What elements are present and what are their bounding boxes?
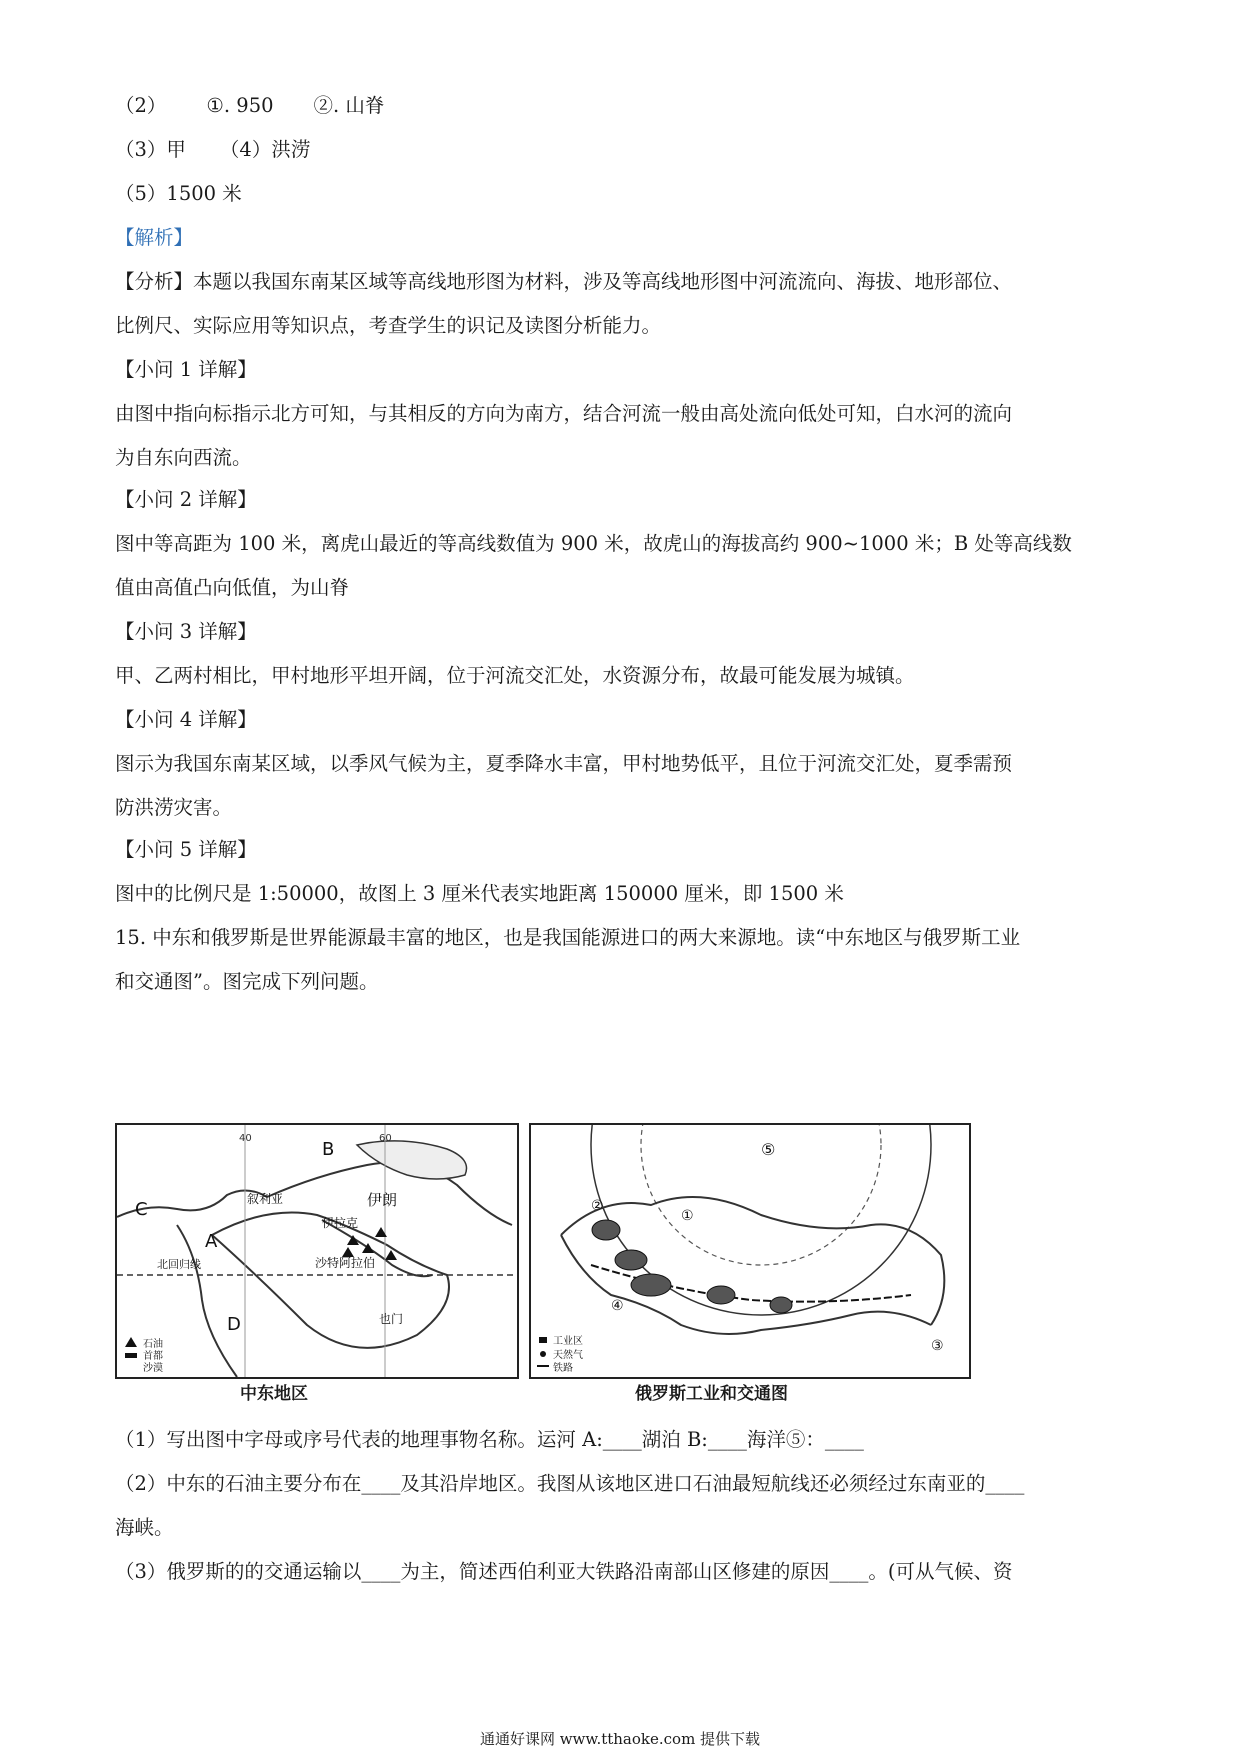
detail-3-line-1: 甲、乙两村相比，甲村地形平坦开阔，位于河流交汇处，水资源分布，故最可能发展为城镇。 xyxy=(115,664,915,687)
detail-2-line-2: 值由高值凸向低值，为山脊 xyxy=(115,576,350,599)
map-label-num3: ③ xyxy=(931,1338,944,1354)
middle-east-map-title: 中东地区 xyxy=(240,1384,308,1404)
answer-q2-part1: ①. 950 xyxy=(206,94,274,117)
detail-1-line-1: 由图中指向标指示北方可知，与其相反的方向为南方，结合河流一般由高处流向低处可知，白水河的流向 xyxy=(115,402,1013,425)
map-label-lon60: 60 xyxy=(379,1133,392,1144)
detail-3-heading: 【小问 3 详解】 xyxy=(115,620,257,643)
map-label-num4: ④ xyxy=(611,1298,624,1314)
question-15-sub-1: （1）写出图中字母或序号代表的地理事物名称。运河 A:____湖泊 B:____海洋⑤：____ xyxy=(115,1428,864,1451)
answer-q2 xyxy=(115,96,384,116)
map-label-num5: ⑤ xyxy=(761,1140,776,1159)
map-label-syria: 叙利亚 xyxy=(247,1192,284,1206)
detail-2-line-1: 图中等高距为 100 米，离虎山最近的等高线数值为 900 米，故虎山的海拔高约 900~1000 米；B 处等高线数 xyxy=(115,532,1072,555)
detail-4-heading: 【小问 4 详解】 xyxy=(115,708,257,731)
map-label-d: D xyxy=(227,1314,241,1335)
detail-2-heading: 【小问 2 详解】 xyxy=(115,488,257,511)
map-label-iraq: 伊拉克 xyxy=(322,1216,359,1230)
map-label-iran: 伊朗 xyxy=(367,1191,398,1209)
map-legend-industry: 工业区 xyxy=(553,1336,583,1347)
map-label-saudi: 沙特阿拉伯 xyxy=(315,1256,376,1270)
question-15-sub-2-line-2: 海峡。 xyxy=(115,1516,174,1539)
map-label-lon40: 40 xyxy=(239,1133,252,1144)
detail-5-line-1: 图中的比例尺是 1:50000，故图上 3 厘米代表实地距离 150000 厘米，即 1500 米 xyxy=(115,882,844,905)
answer-q3: （3）甲 xyxy=(115,138,186,161)
map-legend-oil: 石油 xyxy=(143,1339,163,1350)
detail-1-line-2: 为自东向西流。 xyxy=(115,446,252,469)
detail-1-heading: 【小问 1 详解】 xyxy=(115,358,257,381)
question-15-line-2: 和交通图”。图完成下列问题。 xyxy=(115,970,379,993)
answer-q4: （4）洪涝 xyxy=(219,138,311,161)
russia-map-title: 俄罗斯工业和交通图 xyxy=(635,1384,788,1404)
detail-4-line-1: 图示为我国东南某区域，以季风气候为主，夏季降水丰富，甲村地势低平，且位于河流交汇处，夏季需预 xyxy=(115,752,1013,775)
map-label-yemen: 也门 xyxy=(379,1312,404,1326)
detail-4-line-2: 防洪涝灾害。 xyxy=(115,796,233,819)
map-label-num1: ① xyxy=(681,1208,694,1224)
map-legend-gas: 天然气 xyxy=(553,1350,583,1361)
map-legend-railway: 铁路 xyxy=(553,1363,573,1374)
middle-east-map-svg xyxy=(117,1125,517,1377)
question-15-line-1: 15. 中东和俄罗斯是世界能源最丰富的地区，也是我国能源进口的两大来源地。读“中东地区与俄罗斯工业 xyxy=(115,926,1021,949)
analysis-line-2: 比例尺、实际应用等知识点，考查学生的识记及读图分析能力。 xyxy=(115,314,662,337)
map-label-a: A xyxy=(205,1231,218,1252)
answer-q3-q4 xyxy=(115,140,310,160)
map-legend-capital: 首都 xyxy=(143,1351,163,1362)
answer-q2-number: （2） xyxy=(115,94,167,117)
page-footer: 通通好课网 www.tthaoke.com 提供下载 xyxy=(479,1730,761,1748)
answer-q5: （5）1500 米 xyxy=(115,182,242,205)
map-label-c: C xyxy=(135,1199,148,1220)
map-label-b: B xyxy=(322,1139,335,1160)
map-label-tropic: 北回归线 xyxy=(157,1258,201,1271)
russia-map xyxy=(529,1123,971,1379)
middle-east-map xyxy=(115,1123,519,1379)
russia-map-svg xyxy=(531,1125,969,1377)
map-legend-desert: 沙漠 xyxy=(143,1363,163,1374)
map-label-num2: ② xyxy=(591,1198,604,1214)
question-15-sub-3: （3）俄罗斯的的交通运输以____为主，简述西伯利亚大铁路沿南部山区修建的原因____。(可从气候、资 xyxy=(115,1560,1013,1583)
map-figure xyxy=(115,1123,969,1404)
question-15-sub-2-line-1: （2）中东的石油主要分布在____及其沿岸地区。我图从该地区进口石油最短航线还必须经过东南亚的____ xyxy=(115,1472,1025,1495)
detail-5-heading: 【小问 5 详解】 xyxy=(115,838,257,861)
analysis-heading: 【解析】 xyxy=(115,226,194,249)
answer-q2-part2: ②. 山脊 xyxy=(313,94,385,117)
analysis-line-1: 【分析】本题以我国东南某区域等高线地形图为材料，涉及等高线地形图中河流流向、海拔、地形部位、 xyxy=(115,270,1013,293)
